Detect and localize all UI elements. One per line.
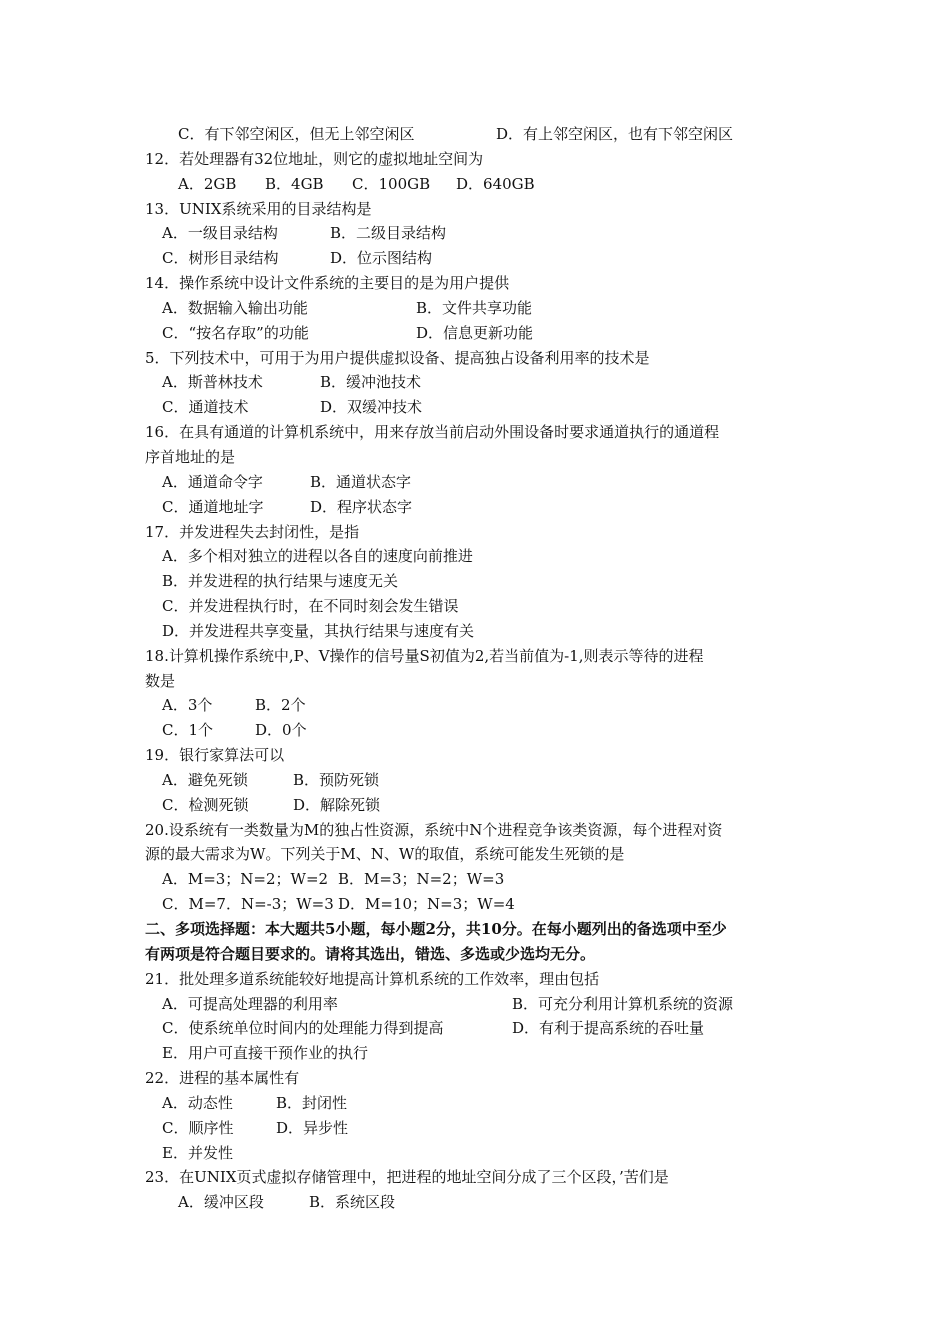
question-text: 13．UNIX系统采用的目录结构是 xyxy=(145,199,372,218)
answer-option: D．双缓冲技术 xyxy=(320,398,423,417)
answer-option: B．4GB xyxy=(265,174,324,193)
answer-option: D．并发进程共享变量，其执行结果与速度有关 xyxy=(162,621,475,640)
question-text: 5．下列技术中，可用于为用户提供虚拟设备、提高独占设备利用率的技术是 xyxy=(145,348,650,367)
question-text: 23．在UNIX页式虚拟存储管理中，把进程的地址空间分成了三个区段，’苦们是 xyxy=(145,1168,669,1187)
answer-option: C．通道技术 xyxy=(162,398,249,417)
option-row xyxy=(145,221,825,246)
question-text: 20.设系统有一类数量为M的独占性资源，系统中N个进程竞争该类资源，每个进程对资 xyxy=(145,820,723,839)
answer-option: A．一级目录结构 xyxy=(162,224,278,243)
answer-option: C．100GB xyxy=(352,174,431,193)
question-text: 18.计算机操作系统中,P、V操作的信号量S初值为2,若当前值为-1,则表示等待的进程 xyxy=(145,646,704,665)
answer-option: C．并发进程执行时，在不同时刻会发生错误 xyxy=(162,597,459,616)
answer-option: C．M=7．N=-3；W=3 xyxy=(162,895,334,914)
question-text: 16．在具有通道的计算机系统中，用来存放当前启动外围设备时要求通道执行的通道程 xyxy=(145,423,720,442)
option-row xyxy=(145,470,825,495)
answer-option: C．1个 xyxy=(162,721,214,740)
answer-option: D．程序状态字 xyxy=(310,497,413,516)
answer-option: D．M=10；N=3；W=4 xyxy=(338,895,515,914)
answer-option: B．文件共享功能 xyxy=(416,298,533,317)
option-row xyxy=(145,992,825,1017)
answer-option: B．2个 xyxy=(255,696,306,715)
answer-option: E．并发性 xyxy=(162,1143,233,1162)
answer-option: D．有上邻空闲区，也有下邻空闲区 xyxy=(496,125,734,143)
answer-option: B．预防死锁 xyxy=(293,770,380,789)
option-row xyxy=(145,395,825,420)
option-row xyxy=(145,1091,825,1116)
answer-option: D．解除死锁 xyxy=(293,795,381,814)
question-text: 序首地址的是 xyxy=(145,447,236,466)
answer-option: C．通道地址字 xyxy=(162,497,264,516)
answer-option: B．M=3；N=2；W=3 xyxy=(338,870,505,889)
question-text: 22．进程的基本属性有 xyxy=(145,1069,300,1088)
option-row xyxy=(145,867,825,892)
option-row xyxy=(145,693,825,718)
option-row xyxy=(145,768,825,793)
question-text: 14．操作系统中设计文件系统的主要目的是为用户提供 xyxy=(145,274,510,293)
option-row xyxy=(145,296,825,321)
answer-option: A．可提高处理器的利用率 xyxy=(162,994,338,1013)
answer-option: C．树形目录结构 xyxy=(162,249,279,268)
answer-option: A．数据输入输出功能 xyxy=(162,298,308,317)
answer-option: D．有利于提高系统的吞吐量 xyxy=(512,1019,705,1038)
answer-option: A．2GB xyxy=(178,174,237,193)
answer-option: A．通道命令字 xyxy=(162,472,263,491)
option-row xyxy=(145,172,825,197)
question-text: 19．银行家算法可以 xyxy=(145,746,285,765)
question-text: 17．并发进程失去封闭性，是指 xyxy=(145,522,360,541)
answer-option: C．使系统单位时间内的处理能力得到提高 xyxy=(162,1019,444,1038)
answer-option: D．信息更新功能 xyxy=(416,323,534,342)
answer-option: B．封闭性 xyxy=(276,1093,348,1112)
answer-option: C．“按名存取”的功能 xyxy=(162,323,309,342)
answer-option: B．二级目录结构 xyxy=(330,224,447,243)
answer-option: B．系统区段 xyxy=(309,1193,396,1212)
option-row xyxy=(145,718,825,743)
answer-option: D．640GB xyxy=(456,174,535,193)
answer-option: D．0个 xyxy=(255,721,307,740)
option-row xyxy=(145,793,825,818)
option-row xyxy=(145,122,825,147)
answer-option: A．缓冲区段 xyxy=(178,1193,264,1212)
answer-option: A．3个 xyxy=(162,696,213,715)
option-row xyxy=(145,1016,825,1041)
answer-option: A．避免死锁 xyxy=(162,770,248,789)
question-text: 二、多项选择题：本大题共5小题，每小题2分，共10分。在每小题列出的备选项中至少 xyxy=(145,920,727,938)
answer-option: B．通道状态字 xyxy=(310,472,412,491)
option-row xyxy=(145,495,825,520)
question-text: 有两项是符合题目要求的。请将其选出，错选、多选或少选均无分。 xyxy=(145,944,596,963)
answer-option: C．有下邻空闲区，但无上邻空闲区 xyxy=(178,125,415,143)
question-text: 12．若处理器有32位地址，则它的虚拟地址空间为 xyxy=(145,149,484,168)
answer-option: C．检测死锁 xyxy=(162,795,249,814)
option-row xyxy=(145,1190,825,1215)
option-row xyxy=(145,1116,825,1141)
question-text: 数是 xyxy=(145,671,176,690)
answer-option: D．异步性 xyxy=(276,1118,349,1137)
answer-option: A．多个相对独立的进程以各自的速度向前推进 xyxy=(162,547,473,566)
answer-option: C．顺序性 xyxy=(162,1118,234,1137)
answer-option: A．斯普林技术 xyxy=(162,373,263,392)
answer-option: A．动态性 xyxy=(162,1093,233,1112)
answer-option: B．可充分利用计算机系统的资源 xyxy=(512,994,734,1013)
option-row xyxy=(145,321,825,346)
question-text: 21．批处理多道系统能较好地提高计算机系统的工作效率，理由包括 xyxy=(145,969,600,988)
answer-option: D．位示图结构 xyxy=(330,249,433,268)
answer-option: B．缓冲池技术 xyxy=(320,373,422,392)
answer-option: B．并发进程的执行结果与速度无关 xyxy=(162,572,399,591)
question-text: 源的最大需求为W。下列关于M、N、W的取值，系统可能发生死锁的是 xyxy=(145,845,625,864)
option-row xyxy=(145,370,825,395)
answer-option: A．M=3；N=2；W=2 xyxy=(162,870,329,889)
answer-option: E．用户可直接干预作业的执行 xyxy=(162,1044,368,1063)
option-row xyxy=(145,246,825,271)
option-row xyxy=(145,892,825,917)
exam-page xyxy=(145,122,825,1215)
